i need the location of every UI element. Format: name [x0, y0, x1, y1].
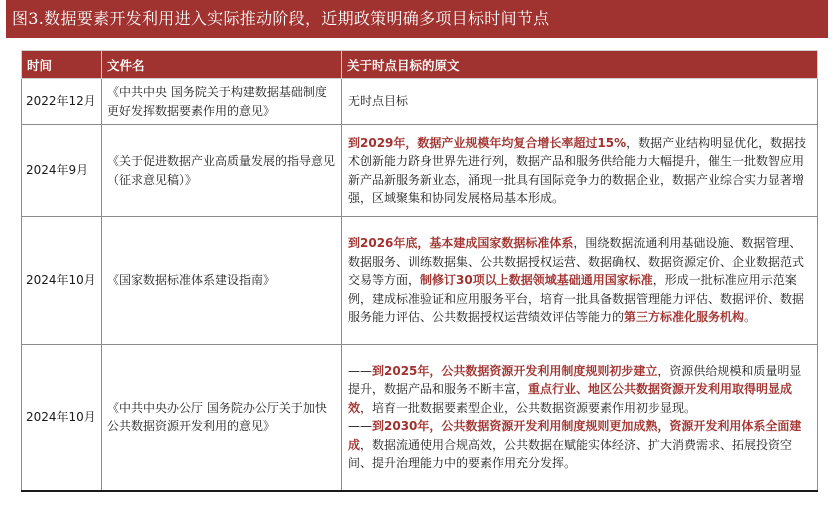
target-paragraph	[348, 362, 811, 418]
policy-table	[21, 50, 818, 492]
row-file: 《关于促进数据产业高质量发展的指导意见（征求意见稿）》	[102, 125, 342, 217]
highlight-segment: 重点行业、地区公共数据资源开发利用取得明显成效	[348, 382, 793, 415]
highlight-segment: 制修订30项以上数据领域基础通用国家标准	[420, 273, 653, 288]
text-segment: ，围绕数据流通利用基础设施、数据管理、数据服务、训练数据集、公共数据授权运营、数据确权、数据资源定价、企业数据范式交易等方面，	[348, 236, 805, 288]
table-row	[22, 125, 818, 217]
row-file: 《国家数据标准体系建设指南》	[102, 217, 342, 345]
text-segment: ——	[348, 363, 372, 378]
text-segment: ，数据流通使用合规高效，公共数据在赋能实体经济、扩大消费需求、拓展投资空间、提升治理能力中的要素作用充分发挥。	[348, 437, 793, 471]
table-row	[22, 217, 818, 345]
highlight-segment: 第三方标准化服务机构	[624, 310, 745, 325]
row-time: 2024年10月	[22, 345, 102, 491]
text-segment: ，数据产业结构明显优化，数据技术创新能力跻身世界先进行列，数据产品和服务供给能力大幅提升，催生一批数智应用新产品新服务新业态，涌现一批具有国际竞争力的数据企业，数据产业综合实力显著增强，区域聚集和协同发展格局基本形成。	[348, 135, 807, 205]
text-segment: ，资源供给规模和质量明显提升，数据产品和服务不断丰富，	[348, 363, 802, 397]
table-row	[22, 79, 818, 125]
target-paragraph	[348, 417, 811, 473]
row-target-text	[342, 79, 818, 125]
row-file: 《中共中央办公厅 国务院办公厅关于加快公共数据资源开发利用的意见》	[102, 345, 342, 491]
text-segment: ，培育一批数据要素型企业，公共数据资源要素作用初步显现。	[360, 400, 697, 415]
highlight-segment: 到2025年，公共数据资源开发利用制度规则初步建立	[372, 363, 658, 378]
header-time: 时间	[22, 51, 102, 79]
row-file: 《中共中央 国务院关于构建数据基础制度更好发挥数据要素作用的意见》	[102, 79, 342, 125]
row-time: 2022年12月	[22, 79, 102, 125]
row-time: 2024年10月	[22, 217, 102, 345]
highlight-segment: 到2026年底，基本建成国家数据标准体系	[348, 236, 574, 251]
header-target-text: 关于时点目标的原文	[342, 51, 818, 79]
text-segment: ——	[348, 419, 372, 434]
text-segment: 。	[744, 310, 757, 325]
highlight-segment: 到2030年，公共数据资源开发利用制度规则更加成熟，资源开发利用体系全面建成	[348, 419, 802, 452]
row-time: 2024年9月	[22, 125, 102, 217]
row-target-text	[342, 217, 818, 345]
table-header-row	[22, 51, 818, 79]
text-segment: 无时点目标	[348, 94, 409, 109]
figure-title: 图3.数据要素开发利用进入实际推动阶段，近期政策明确多项目标时间节点	[6, 0, 828, 38]
header-file: 文件名	[102, 51, 342, 79]
table-row	[22, 345, 818, 491]
row-target-text	[342, 345, 818, 491]
row-target-text	[342, 125, 818, 217]
text-segment: ，形成一批标准应用示范案例，建成标准验证和应用服务平台，培育一批具备数据管理能力评估、数据评价、数据服务能力评估、公共数据授权运营绩效评估等能力的	[348, 273, 805, 325]
highlight-segment: 到2029年，数据产业规模年均复合增长率超过15%	[348, 135, 627, 150]
